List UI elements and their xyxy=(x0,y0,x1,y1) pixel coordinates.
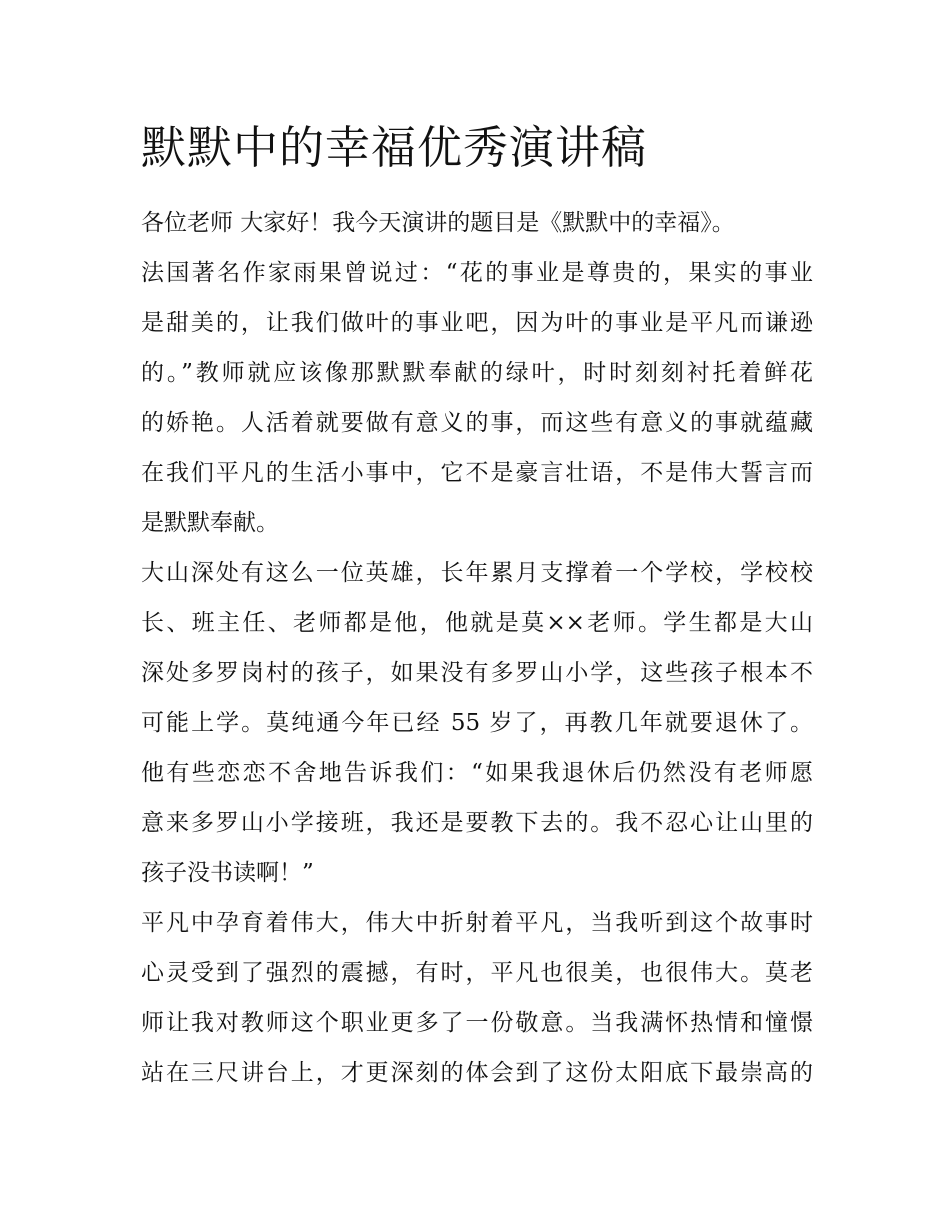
paragraph-line: 大山深处有这么一位英雄，长年累月支撑着一个学校，学校校 xyxy=(141,560,813,586)
paragraph-line: 在我们平凡的生活小事中，它不是豪言壮语，不是伟大誓言而 xyxy=(141,460,813,486)
paragraph-line: 心灵受到了强烈的震撼，有时，平凡也很美，也很伟大。莫老 xyxy=(141,960,813,986)
paragraph-line: 他有些恋恋不舍地告诉我们：“如果我退休后仍然没有老师愿 xyxy=(141,760,813,786)
paragraph-line: 意来多罗山小学接班，我还是要教下去的。我不忍心让山里的 xyxy=(141,810,813,836)
paragraph-line: 法国著名作家雨果曾说过：“花的事业是尊贵的，果实的事业 xyxy=(141,260,813,286)
paragraph-line: 师让我对教师这个职业更多了一份敬意。当我满怀热情和憧憬 xyxy=(141,1010,813,1036)
paragraph-line: 孩子没书读啊！” xyxy=(141,860,314,886)
document-content xyxy=(141,118,813,1098)
paragraph-greeting xyxy=(141,198,813,248)
paragraph-line: 的娇艳。人活着就要做有意义的事，而这些有意义的事就蕴藏 xyxy=(141,410,813,436)
paragraph-line: 长、班主任、老师都是他，他就是莫××老师。学生都是大山 xyxy=(141,610,813,636)
paragraph-line: 平凡中孕育着伟大，伟大中折射着平凡，当我听到这个故事时 xyxy=(141,910,813,936)
paragraph-mountain-hero xyxy=(141,548,813,898)
paragraph-line: 站在三尺讲台上，才更深刻的体会到了这份太阳底下最崇高的 xyxy=(141,1060,813,1086)
paragraph-line: 是甜美的，让我们做叶的事业吧，因为叶的事业是平凡而谦逊 xyxy=(141,310,813,336)
document-title: 默默中的幸福优秀演讲稿 xyxy=(141,121,648,174)
paragraph-line: 是默默奉献。 xyxy=(141,510,279,536)
paragraph-line: 各位老师 大家好！我今天演讲的题目是《默默中的幸福》。 xyxy=(141,210,735,236)
paragraph-line: 的。”教师就应该像那默默奉献的绿叶，时时刻刻衬托着鲜花 xyxy=(141,360,813,386)
paragraph-hugo-quote xyxy=(141,248,813,548)
paragraph-line: 深处多罗岗村的孩子，如果没有多罗山小学，这些孩子根本不 xyxy=(141,660,813,686)
paragraph-line: 可能上学。莫纯通今年已经 55 岁了，再教几年就要退休了。 xyxy=(141,710,813,736)
paragraph-ordinary-greatness xyxy=(141,898,813,1098)
